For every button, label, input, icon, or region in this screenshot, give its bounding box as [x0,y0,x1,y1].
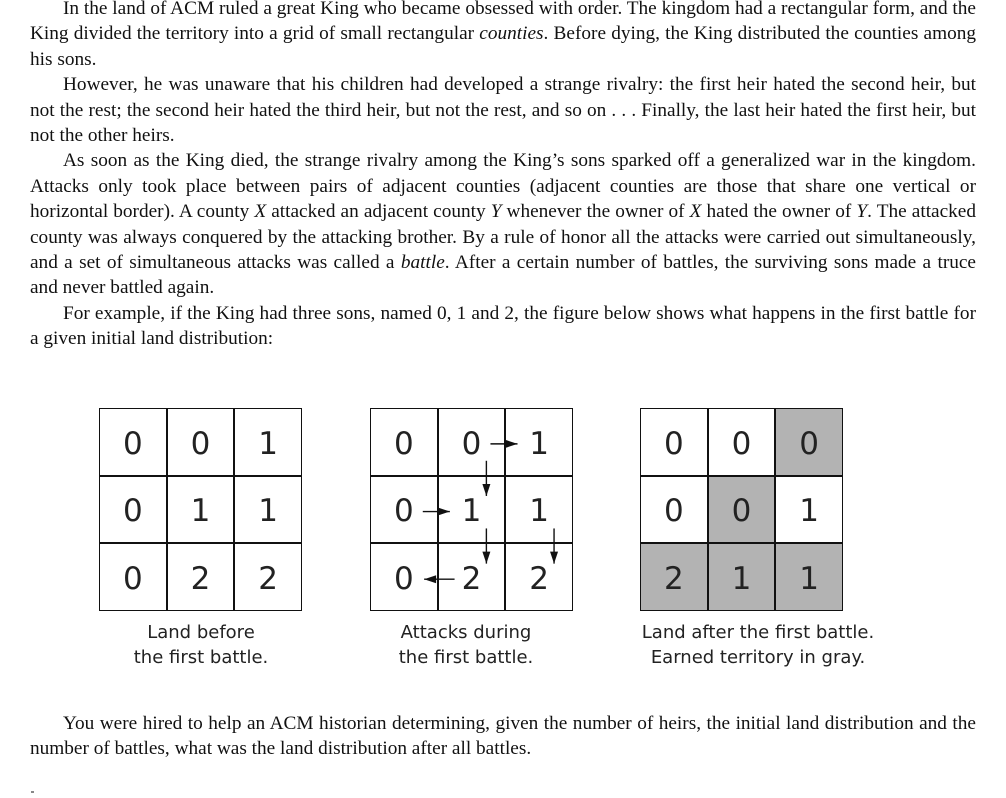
county-cell: 0 [168,409,234,475]
paragraph [30,148,976,300]
emphasis-text: battle [400,252,445,274]
text-run: . After a certain number of battles, the surviving sons made a truce and never battled again. [30,252,976,299]
text-run: attacked an adjacent county [266,201,491,223]
county-cell: 1 [506,409,572,475]
county-cell: 0 [371,544,437,610]
caption-line: the first battle. [133,647,269,668]
county-cell: 0 [439,409,505,475]
county-cell: 0 [776,409,842,475]
county-cell: 0 [100,477,166,543]
county-cell: 1 [709,544,775,610]
caption-land-before [51,620,351,670]
text-run: As soon as the King died, the strange rivalry among the King’s sons sparked off a generalized war in the kingdom. Attacks only took place between pairs of adjacent counties (adjacent counties are those that share one vertical or horizontal border). A county [30,150,976,223]
county-cell: 1 [776,544,842,610]
county-cell: 0 [371,477,437,543]
county-cell: 0 [100,409,166,475]
text-run: In the land of ACM ruled a great King who became obsessed with order. The kingdom had a rectangular form, and the King divided the territory into a grid of small rectangular [30,0,976,45]
text-run: . Before dying, the King distributed the counties among his sons. [30,23,977,70]
county-cell: 0 [641,477,707,543]
emphasis-text: counties [479,23,544,45]
county-cell: 1 [168,477,234,543]
county-cell: 0 [371,409,437,475]
caption-land-after [608,620,908,670]
county-cell: 2 [439,544,505,610]
county-cell: 2 [641,544,707,610]
paragraph [30,0,976,72]
text-run: However, he was unaware that his children had developed a strange rivalry: the first heir hated the second heir, but not the rest; the second heir hated the third heir, but not the rest, and so on . . . Finally, the last heir hated the first heir, but not the other heirs. [30,74,976,147]
emphasis-text: Y [490,201,502,223]
grid-attacks-during [370,408,573,611]
text-run: whenever the owner of [501,201,690,223]
caption-attacks-during [316,620,616,670]
county-cell: 1 [506,477,572,543]
emphasis-text: X [254,201,267,223]
caption-line: Land before [147,622,255,643]
county-cell: 2 [506,544,572,610]
page-mark [31,791,34,793]
county-cell: 0 [709,477,775,543]
grid-land-before [99,408,302,611]
county-cell: 0 [709,409,775,475]
text-run: . The attacked county was always conquered by the attacking brother. By a rule of honor all the attacks were carried out simultaneously, and a set of simultaneous attacks was called a [30,201,977,274]
emphasis-text: Y [856,201,868,223]
text-run: hated the owner of [701,201,857,223]
county-cell: 2 [235,544,301,610]
county-cell: 1 [776,477,842,543]
closing-paragraph: You were hired to help an ACM historian determining, given the number of heirs, the initial land distribution and the number of battles, what was the land distribution after all battles. [30,713,976,760]
county-cell: 1 [235,409,301,475]
caption-line: the first battle. [398,647,534,668]
caption-line: Earned territory in gray. [650,647,866,668]
caption-line: Land after the first battle. [641,622,875,643]
caption-line: Attacks during [400,622,532,643]
paragraph [30,72,976,148]
text-run: For example, if the King had three sons, named 0, 1 and 2, the figure below shows what happens in the first battle for a given initial land distribution: [30,302,976,350]
county-cell: 2 [168,544,234,610]
county-cell: 0 [641,409,707,475]
county-cell: 1 [235,477,301,543]
county-cell: 1 [439,477,505,543]
county-cell: 0 [100,544,166,610]
closing-paragraph-block [30,711,976,762]
emphasis-text: X [689,201,702,223]
grid-land-after [640,408,843,611]
problem-statement [30,0,976,352]
paragraph [30,301,976,352]
